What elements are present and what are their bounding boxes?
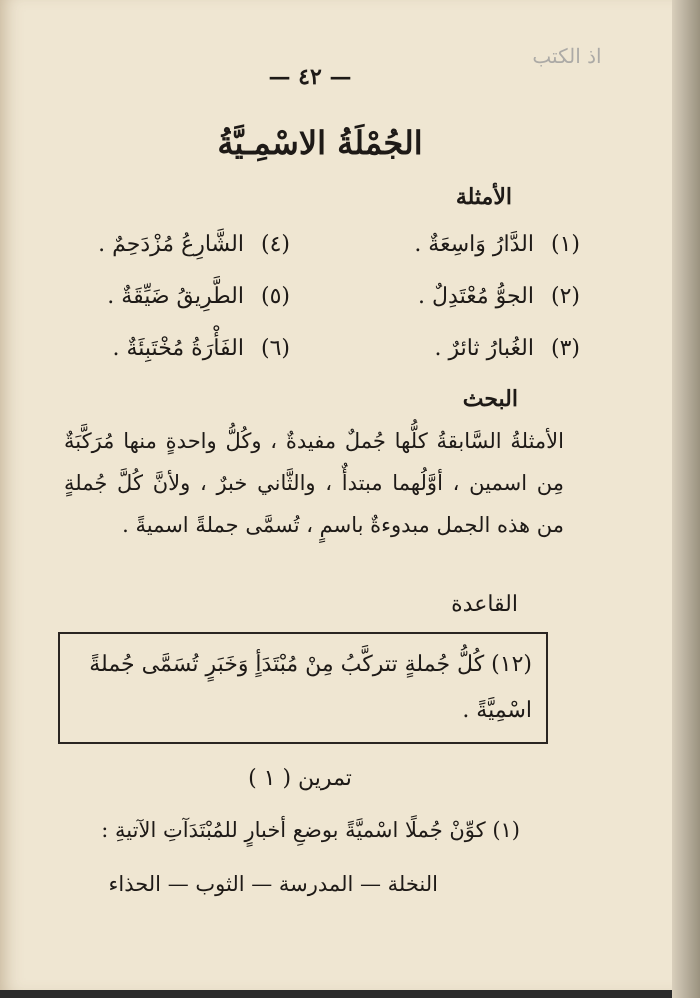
exercise-instruction-text: كوِّنْ جُملًا اسْميَّةً بوضعِ أخبارٍ للمُبْتَدَآتِ الآتيةِ : — [101, 818, 486, 842]
page-title: الجُمْلَةُ الاسْمِـيَّةُ — [217, 124, 423, 162]
example-text: الغُبارُ ثائرٌ . — [434, 336, 534, 361]
example-item — [107, 284, 290, 309]
rule-text: كُلُّ جُملةٍ تتركَّبُ مِنْ مُبْتَدَأٍ وَخَبَرٍ تُسَمَّى جُملةً اسْمِيَّةً . — [89, 652, 532, 723]
page-number: — ٤٢ — — [268, 64, 352, 90]
exercise-words: النخلة — المدرسة — الثوب — الحذاء — [108, 872, 438, 896]
exercise-heading: تمرين ( ١ ) — [248, 766, 352, 791]
example-text: الجوُّ مُعْتَدِلٌ . — [418, 284, 534, 309]
rule-number: (١٢) — [491, 652, 532, 677]
example-number: (٦) — [260, 336, 290, 361]
example-item — [414, 232, 580, 257]
example-text: الشَّارِعُ مُزْدَحِمٌ . — [98, 232, 244, 257]
example-number: (٢) — [550, 284, 580, 309]
examples-list — [60, 232, 580, 372]
example-item — [435, 336, 580, 361]
exercise-instruction-number: (١) — [492, 818, 520, 842]
example-number: (٣) — [550, 336, 580, 361]
example-text: الطَّرِيقُ ضَيِّقَةٌ . — [107, 284, 244, 309]
rule-box — [58, 632, 548, 744]
example-item — [418, 284, 580, 309]
example-text: الفَأْرَةُ مُخْتَبِئَةٌ . — [112, 336, 244, 361]
example-text: الدَّارُ وَاسِعَةٌ . — [414, 232, 534, 257]
example-item — [113, 336, 291, 361]
example-number: (٥) — [260, 284, 290, 309]
exercise-instruction — [101, 818, 520, 842]
discussion-paragraph: الأمثلةُ السَّابقةُ كلُّها جُملٌ مفيدةٌ ، وكُلُّ واحدةٍ منها مُرَكَّبَةٌ مِن اسمين ، أوَّلُهما مبتدأٌ ، والثَّاني خبرٌ ، ولأنَّ كُلَّ جُملةٍ من هذه الجمل مبدوءةٌ باسمٍ ، تُسمَّى جملةً اسميةً . — [64, 429, 564, 537]
example-number: (١) — [550, 232, 580, 257]
discussion-heading: البحث — [462, 386, 518, 412]
page-edge — [672, 0, 700, 998]
handwritten-note: اذ الكتب — [532, 44, 602, 68]
example-item — [98, 232, 290, 257]
example-number: (٤) — [260, 232, 290, 257]
examples-heading: الأمثلة — [455, 184, 512, 210]
rule-heading: القاعدة — [451, 592, 518, 617]
